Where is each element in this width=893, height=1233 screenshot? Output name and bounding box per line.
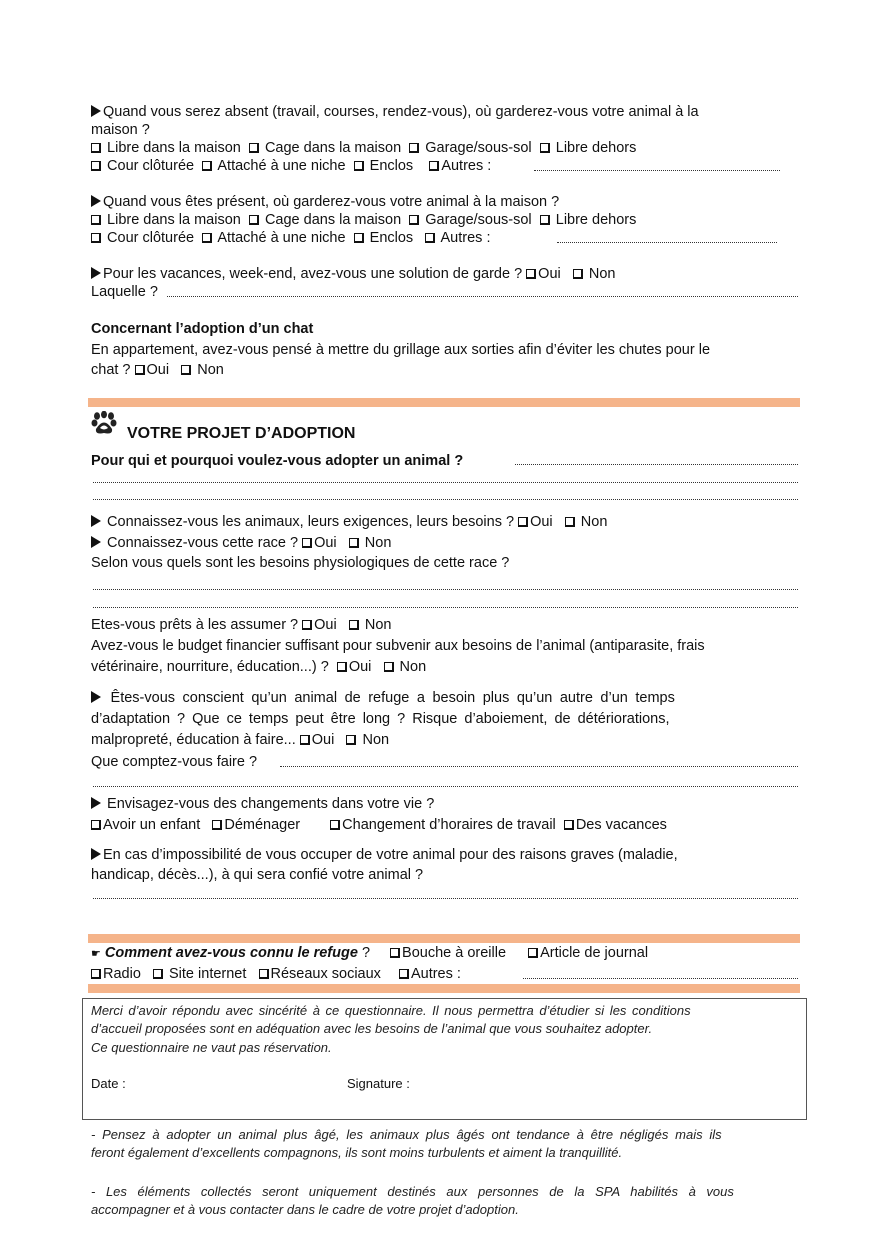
section-title: VOTRE PROJET D’ADOPTION [127, 425, 356, 442]
checkbox-enclos[interactable] [354, 161, 364, 171]
option-label: Libre dans la maison [107, 140, 241, 156]
option-label: Oui [538, 266, 561, 282]
question-besoins: Selon vous quels sont les besoins physiologiques de cette race ? [91, 555, 510, 571]
note2-line2: accompagner et à vous contacter dans le cadre de votre projet d’adoption. [91, 1202, 519, 1217]
option-label: Déménager [224, 817, 301, 833]
question-impossibilite-line1 [91, 846, 678, 864]
closing-line1: Merci d’avoir répondu avec sincérité à ce questionnaire. Il nous permettra d’étudier si les conditions [91, 1003, 691, 1018]
checkbox-article-journal[interactable] [528, 948, 538, 958]
triangle-bullet-icon [91, 797, 101, 809]
triangle-bullet-icon [91, 691, 101, 703]
question-text: Comment avez-vous connu le refuge [104, 945, 358, 961]
checkbox-bouche-oreille[interactable] [390, 948, 400, 958]
question-text: En cas d’impossibilité de vous occuper de votre animal pour des raisons graves (maladie, [103, 847, 678, 863]
option-label: Cage dans la maison [264, 212, 402, 228]
option-label: Cour clôturée [107, 230, 195, 246]
option-label: Non [362, 732, 390, 748]
triangle-bullet-icon [91, 848, 101, 860]
besoins-field-line1[interactable] [93, 589, 798, 590]
question-absent [91, 103, 699, 121]
checkbox-libre-dehors[interactable] [540, 215, 550, 225]
question-vacances [91, 265, 615, 283]
option-label: Non [580, 514, 608, 530]
option-label: Oui [314, 535, 337, 551]
question-text: Êtes-vous conscient qu’un animal de refuge a besoin plus qu’un autre d’un temps [110, 690, 675, 706]
option-label: Non [364, 617, 392, 633]
question-changements [91, 795, 434, 813]
checkbox-non[interactable] [346, 735, 356, 745]
option-label: Avoir un enfant [103, 817, 201, 833]
checkbox-libre-maison[interactable] [91, 215, 101, 225]
question-text: Envisagez-vous des changements dans votre vie ? [107, 796, 435, 812]
option-label: Autres : [441, 158, 492, 174]
question-conscient-line3 [91, 731, 389, 749]
option-label: Changement d’horaires de travail [342, 817, 556, 833]
option-label: Oui [348, 659, 372, 675]
question-mark: ? [361, 945, 371, 961]
triangle-bullet-icon [91, 267, 101, 279]
checkbox-reseaux-sociaux[interactable] [259, 969, 269, 979]
question-comptez: Que comptez-vous faire ? [91, 754, 258, 770]
triangle-bullet-icon [91, 105, 101, 117]
checkbox-oui[interactable] [302, 538, 312, 548]
question-pourqui: Pour qui et pourquoi voulez-vous adopter un animal ? [91, 453, 464, 469]
checkbox-avoir-enfant[interactable] [91, 820, 101, 830]
checkbox-vacances[interactable] [564, 820, 574, 830]
option-label: Libre dehors [555, 140, 637, 156]
checkbox-non[interactable] [384, 662, 394, 672]
question-connu [91, 944, 648, 963]
option-label: Non [399, 659, 427, 675]
question-assumer [91, 616, 391, 634]
question-connaissez-race [91, 534, 391, 552]
checkbox-oui[interactable] [526, 269, 536, 279]
checkbox-oui[interactable] [135, 365, 145, 375]
connu-options-row2 [91, 965, 461, 983]
checkbox-autres[interactable] [399, 969, 409, 979]
impossibilite-field[interactable] [93, 898, 798, 899]
checkbox-non[interactable] [349, 538, 359, 548]
note1-line1: - Pensez à adopter un animal plus âgé, les animaux plus âgés ont tendance à être négligés mais ils [91, 1127, 722, 1142]
option-label: Cour clôturée [107, 158, 195, 174]
closing-line3: Ce questionnaire ne vaut pas réservation. [91, 1040, 332, 1055]
checkbox-autres[interactable] [425, 233, 435, 243]
checkbox-non[interactable] [349, 620, 359, 630]
option-label: Non [588, 266, 616, 282]
laquelle-field[interactable] [167, 296, 798, 297]
pourqui-field-line1[interactable] [515, 464, 798, 465]
checkbox-oui[interactable] [302, 620, 312, 630]
connu-autres-field[interactable] [523, 978, 798, 979]
triangle-bullet-icon [91, 195, 101, 207]
absent-autres-field[interactable] [534, 170, 780, 171]
besoins-field-line2[interactable] [93, 607, 798, 608]
changements-options [91, 816, 667, 834]
absent-options-row1 [91, 139, 636, 157]
laquelle-label: Laquelle ? [91, 284, 158, 300]
checkbox-autres[interactable] [429, 161, 439, 171]
comptez-field-line1[interactable] [280, 766, 798, 767]
option-label: Non [364, 535, 392, 551]
option-label: Enclos [369, 230, 414, 246]
present-options-row2 [91, 229, 490, 247]
question-absent-cont: maison ? [91, 122, 150, 138]
option-label: Autres : [410, 966, 461, 982]
checkbox-non[interactable] [573, 269, 583, 279]
checkbox-niche[interactable] [202, 233, 212, 243]
question-text: Connaissez-vous les animaux, leurs exigences, leurs besoins ? [107, 514, 515, 530]
pourqui-field-line2[interactable] [93, 482, 798, 483]
checkbox-non[interactable] [181, 365, 191, 375]
checkbox-cage-maison[interactable] [249, 215, 259, 225]
question-text: Etes-vous prêts à les assumer ? [91, 617, 299, 633]
question-present [91, 193, 559, 211]
option-label: Attaché à une niche [217, 230, 346, 246]
option-label: Libre dans la maison [107, 212, 241, 228]
closing-line2: d’accueil proposées sont en adéquation avec les besoins de l’animal que vous souhaitez adopter. [91, 1021, 653, 1036]
question-text: chat ? [91, 362, 131, 378]
signature-label: Signature : [347, 1076, 410, 1091]
checkbox-libre-dehors[interactable] [540, 143, 550, 153]
option-label: Attaché à une niche [217, 158, 346, 174]
option-label: Article de journal [540, 945, 649, 961]
closing-box [82, 998, 807, 1120]
triangle-bullet-icon [91, 536, 101, 548]
section-divider-bar [88, 934, 800, 943]
question-text: Quand vous serez absent (travail, courses, rendez-vous), où garderez-vous votre animal à la [103, 104, 699, 120]
checkbox-libre-maison[interactable] [91, 143, 101, 153]
question-conscient-line2: d’adaptation ? Que ce temps peut être long ? Risque d’aboiement, de détériorations, [91, 711, 670, 727]
checkbox-oui[interactable] [337, 662, 347, 672]
option-label: Réseaux sociaux [270, 966, 381, 982]
option-label: Cage dans la maison [264, 140, 402, 156]
checkbox-garage[interactable] [409, 215, 419, 225]
checkbox-non[interactable] [565, 517, 575, 527]
option-label: Libre dehors [555, 212, 637, 228]
option-label: Garage/sous-sol [425, 212, 532, 228]
question-connaissez-animaux [91, 513, 607, 531]
option-label: Des vacances [575, 817, 667, 833]
question-text: Quand vous êtes présent, où garderez-vous votre animal à la maison ? [103, 194, 560, 210]
checkbox-demenager[interactable] [212, 820, 222, 830]
option-label: Site internet [169, 966, 247, 982]
comptez-field-line2[interactable] [93, 786, 798, 787]
question-text: Connaissez-vous cette race ? [107, 535, 299, 551]
option-label: Radio [103, 966, 141, 982]
date-label: Date : [91, 1076, 126, 1091]
chat-question-line1: En appartement, avez-vous pensé à mettre du grillage aux sorties afin d’éviter les chutes pour le [91, 342, 711, 358]
triangle-bullet-icon [91, 515, 101, 527]
question-impossibilite-line2: handicap, décès...), à qui sera confié votre animal ? [91, 867, 424, 883]
option-label: Bouche à oreille [402, 945, 507, 961]
section-divider-bar [88, 984, 800, 993]
paw-icon [91, 411, 119, 437]
checkbox-cour[interactable] [91, 233, 101, 243]
checkbox-enclos[interactable] [354, 233, 364, 243]
question-text: malpropreté, éducation à faire... [91, 732, 296, 748]
option-label: Autres : [440, 230, 491, 246]
question-budget-line1: Avez-vous le budget financier suffisant pour subvenir aux besoins de l’animal (antiparasite, frais [91, 638, 705, 654]
question-budget-line2 [91, 658, 426, 676]
checkbox-oui[interactable] [300, 735, 310, 745]
present-autres-field[interactable] [557, 242, 777, 243]
checkbox-oui[interactable] [518, 517, 528, 527]
pointing-hand-icon: ☛ [91, 948, 101, 960]
option-label: Oui [311, 732, 335, 748]
option-label: Oui [146, 362, 170, 378]
option-label: Non [197, 362, 224, 378]
pourqui-field-line3[interactable] [93, 499, 798, 500]
option-label: Oui [530, 514, 553, 530]
question-conscient-line1 [91, 689, 798, 707]
checkbox-cage-maison[interactable] [249, 143, 259, 153]
section-divider-bar [88, 398, 800, 407]
option-label: Oui [314, 617, 337, 633]
present-options-row1 [91, 211, 636, 229]
checkbox-site-internet[interactable] [153, 969, 163, 979]
checkbox-garage[interactable] [409, 143, 419, 153]
note1-line2: feront également d’excellents compagnons, ils sont moins turbulents et aiment la tranquillité. [91, 1145, 623, 1160]
chat-question-line2 [91, 361, 224, 379]
checkbox-radio[interactable] [91, 969, 101, 979]
absent-options-row2 [91, 157, 491, 175]
option-label: Enclos [369, 158, 414, 174]
note2-line1: - Les éléments collectés seront uniquement destinés aux personnes de la SPA habilités à vous [91, 1184, 734, 1199]
checkbox-niche[interactable] [202, 161, 212, 171]
chat-heading: Concernant l’adoption d’un chat [91, 321, 314, 337]
question-text: vétérinaire, nourriture, éducation...) ? [91, 659, 329, 675]
option-label: Garage/sous-sol [425, 140, 532, 156]
question-text: Pour les vacances, week-end, avez-vous une solution de garde ? [103, 266, 523, 282]
checkbox-cour[interactable] [91, 161, 101, 171]
checkbox-horaires[interactable] [330, 820, 340, 830]
